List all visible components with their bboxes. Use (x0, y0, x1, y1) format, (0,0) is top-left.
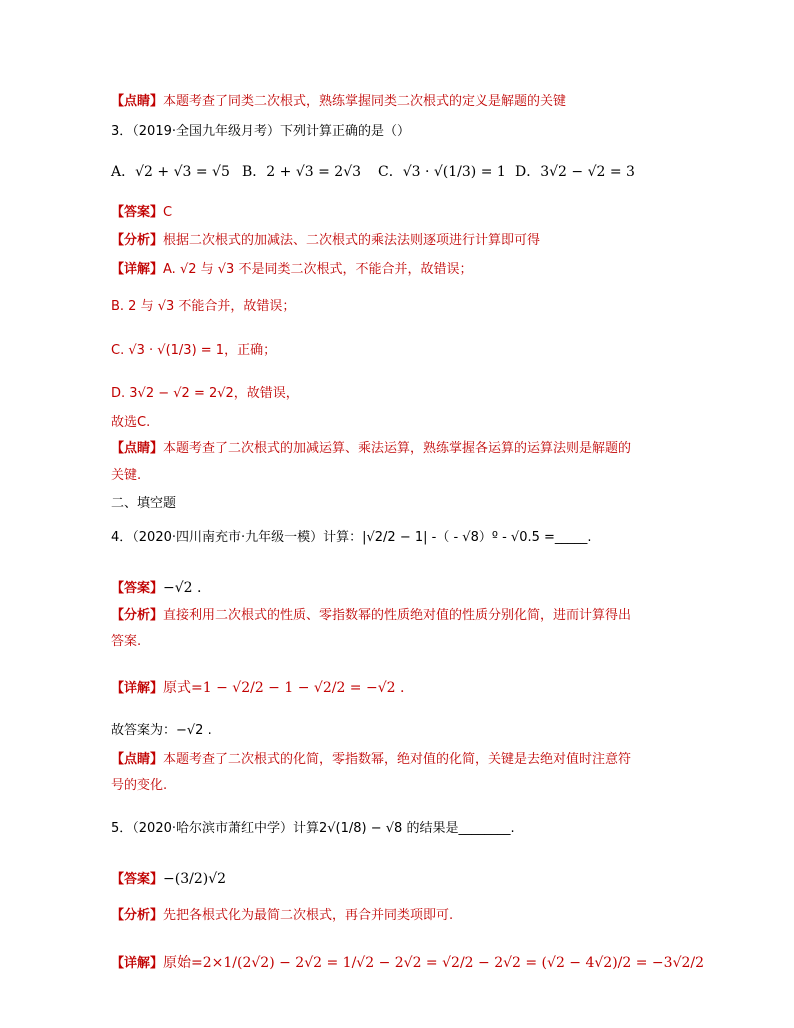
detail-a: A. √2 与 √3 不是同类二次根式，不能合并，故错误； (163, 262, 473, 277)
section-fill-blank: 二、填空题 (111, 496, 177, 511)
analysis-text: 先把各根式化为最简二次根式，再合并同类项即可. (163, 908, 454, 923)
analysis-3 (111, 231, 540, 251)
answer-5 (111, 869, 226, 890)
point-text: 本题考查了二次根式的化简，零指数幂，绝对值的化简，关键是去绝对值时注意符 (163, 752, 632, 767)
point-tag: 【点睛】 (111, 94, 164, 109)
point-tag: 【点睛】 (111, 752, 164, 767)
analysis-text: 直接利用二次根式的性质、零指数幂的性质绝对值的性质分别化简，进而计算得出 (163, 608, 632, 623)
detail-tag: 【详解】 (111, 956, 164, 971)
detail-5 (111, 953, 704, 974)
detail-4 (111, 678, 404, 699)
detail-3-c: C. √3 · √(1/3) = 1，正确； (111, 343, 277, 358)
question-5: 5．（2020·哈尔滨市萧红中学）计算2√(1/8) − √8 的结果是________. (111, 821, 515, 836)
answer-tag: 【答案】 (111, 581, 164, 596)
answer-value: C (163, 205, 173, 220)
q3-option-c: C．√3 · √(1/3) = 1 (378, 164, 506, 180)
detail-3-d: D. 3√2 − √2 = 2√2，故错误， (111, 386, 299, 401)
question-4: 4．（2020·四川南充市·九年级一模）计算：|√2/2 − 1| -（ - √8）º - √0.5 =_____. (111, 530, 592, 545)
point-4-cont: 号的变化. (111, 778, 168, 793)
analysis-5 (111, 906, 453, 926)
answer-4 (111, 578, 201, 599)
detail-text: 原始=2×1/(2√2) − 2√2 = 1/√2 − 2√2 = √2/2 − 2√2 = (√2 − 4√2)/2 = −3√2/2 (163, 955, 705, 971)
analysis-tag: 【分析】 (111, 233, 164, 248)
point-text: 本题考查了二次根式的加减运算、乘法运算，熟练掌握各运算的运算法则是解题的 (163, 441, 632, 456)
point-3-cont: 关键. (111, 468, 142, 483)
detail-text: 原式=1 − √2/2 − 1 − √2/2 = −√2 . (163, 680, 405, 696)
point-3 (111, 439, 631, 459)
question-3-head: 3．（2019·全国九年级月考）下列计算正确的是（） (111, 124, 410, 139)
answer-tag: 【答案】 (111, 205, 164, 220)
analysis-4-cont: 答案. (111, 634, 142, 649)
q3-option-a: A．√2 + √3 = √5 (111, 164, 230, 180)
point-text: 本题考查了同类二次根式，熟练掌握同类二次根式的定义是解题的关键 (163, 94, 567, 109)
detail-tag: 【详解】 (111, 681, 164, 696)
detail-tag: 【详解】 (111, 262, 164, 277)
analysis-text: 根据二次根式的加减法、二次根式的乘法法则逐项进行计算即可得 (163, 233, 541, 248)
answer-3 (111, 203, 172, 223)
point-line-1 (111, 92, 566, 112)
detail-3-b: B. 2 与 √3 不能合并，故错误； (111, 299, 296, 314)
analysis-4 (111, 606, 631, 626)
analysis-tag: 【分析】 (111, 608, 164, 623)
detail-3 (111, 260, 472, 280)
point-4 (111, 750, 631, 770)
answer-value: −√2 . (163, 580, 202, 596)
q3-option-b: B．2 + √3 = 2√3 (242, 164, 362, 180)
q3-option-d: D．3√2 − √2 = 3 (515, 164, 635, 180)
answer-value: −(3/2)√2 (163, 871, 227, 887)
analysis-tag: 【分析】 (111, 908, 164, 923)
detail-4-conclusion: 故答案为：−√2 . (111, 723, 212, 738)
answer-tag: 【答案】 (111, 872, 164, 887)
detail-3-conclusion: 故选C. (111, 415, 151, 430)
point-tag: 【点睛】 (111, 441, 164, 456)
